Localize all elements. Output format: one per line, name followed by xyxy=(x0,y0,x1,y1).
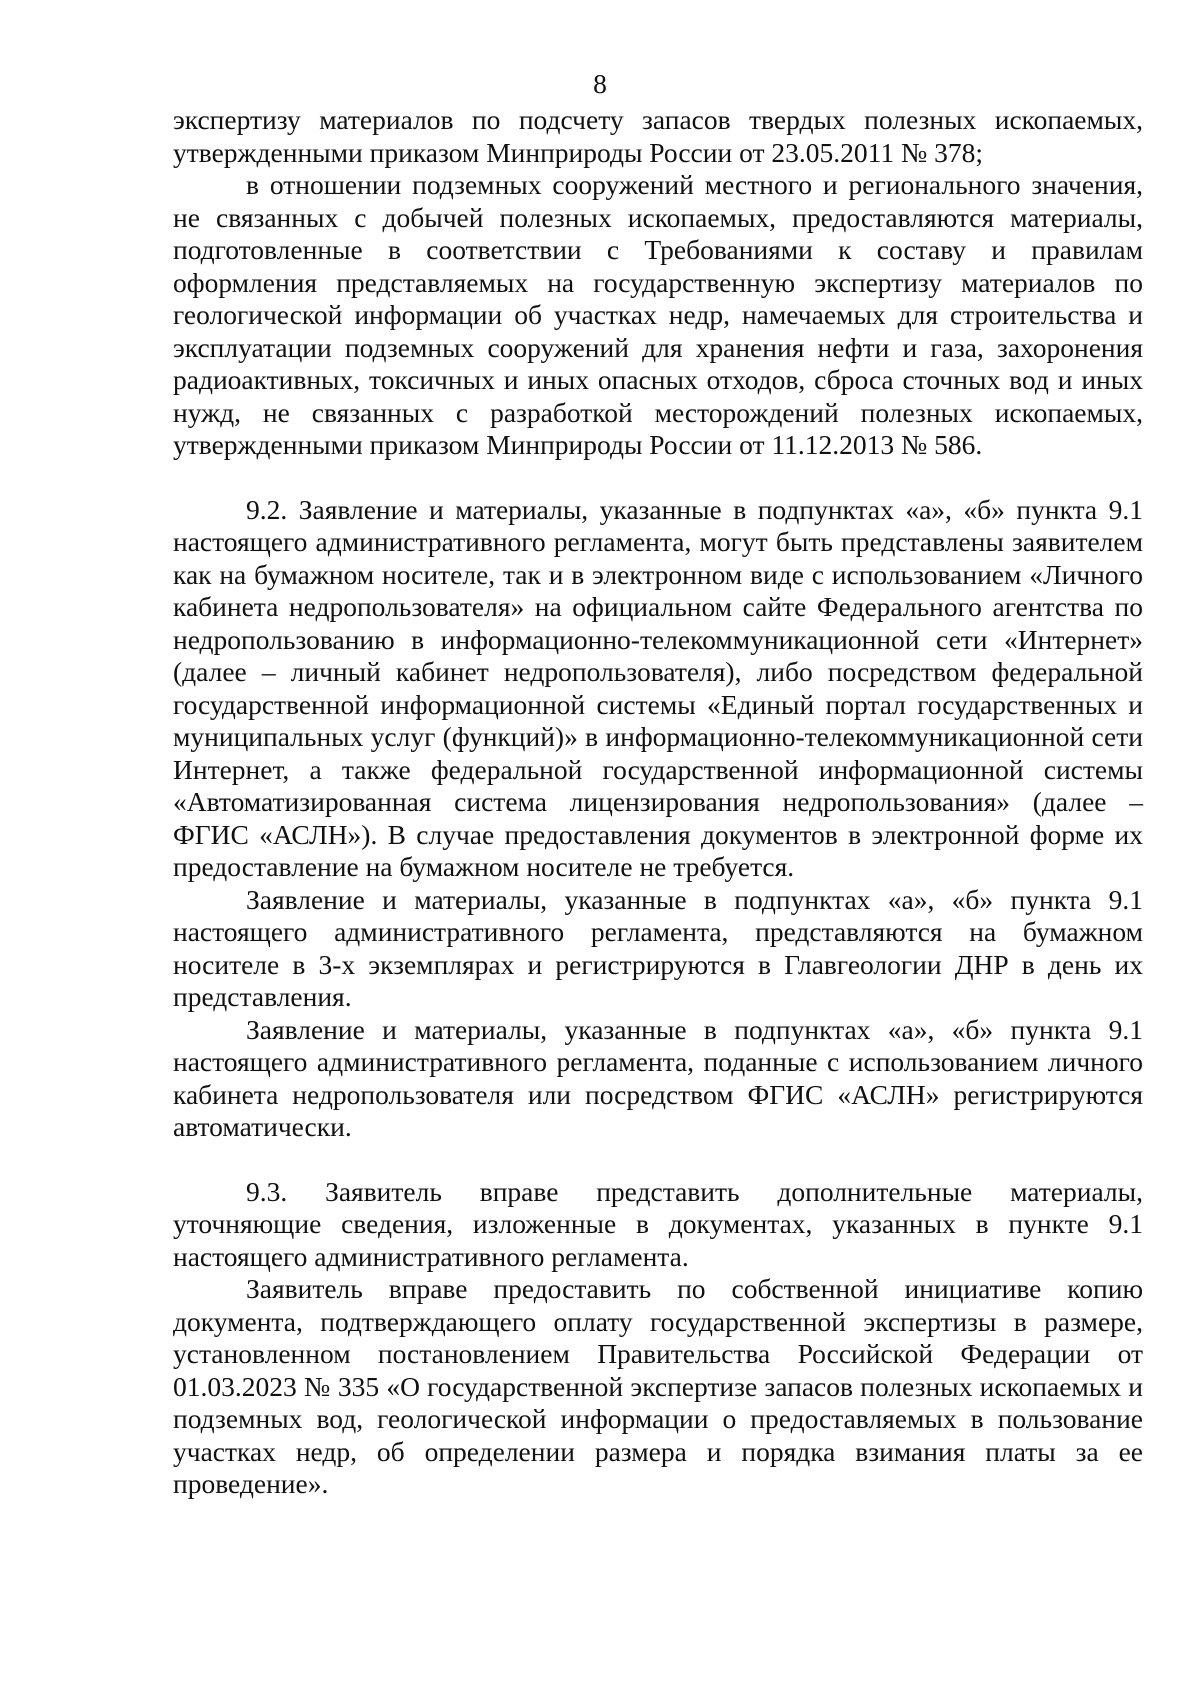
paragraph-9-3: 9.3. Заявитель вправе представить дополнительные материалы, уточняющие сведения, изложенные в документах, указанных в пункте 9.1 настоящего административного регламента. xyxy=(173,1175,1143,1272)
paragraph-continuation: экспертизу материалов по подсчету запасов твердых полезных ископаемых, утвержденными приказом Минприроды России от 23.05.2011 № 378; xyxy=(173,104,1143,168)
paragraph-9-2: 9.2. Заявление и материалы, указанные в подпунктах «а», «б» пункта 9.1 настоящего административного регламента, могут быть представлены заявителем как на бумажном носителе, так и в электронном виде с использованием «Личного кабинета недропользователя» на официальном сайте Федерального агентства по недропользованию в информационно-телекоммуникационной сети «Интернет» (далее – личный кабинет недропользователя), либо посредством федеральной государственной информационной системы «Единый портал государственных и муниципальных услуг (функций)» в информационно-телекоммуникационной сети Интернет, а также федеральной государственной информационной системы «Автоматизированная система лицензирования недропользования» (далее – ФГИС «АСЛН»). В случае предоставления документов в электронной форме их предоставление на бумажном носителе не требуется. xyxy=(173,493,1143,882)
paragraph-electronic-registration: Заявление и материалы, указанные в подпунктах «а», «б» пункта 9.1 настоящего административного регламента, поданные с использованием личного кабинета недропользователя или посредством ФГИС «АСЛН» регистрируются автоматически. xyxy=(173,1013,1143,1142)
page-number: 8 xyxy=(593,68,607,99)
paragraph-payment-copy: Заявитель вправе предоставить по собственной инициативе копию документа, подтверждающего оплату государственной экспертизы в размере, установленном постановлением Правительства Российской Федерации от 01.03.2023 № 335 «О государственной экспертизе запасов полезных ископаемых и подземных вод, геологической информации о предоставляемых в пользование участках недр, об определении размера и порядка взимания платы за ее проведение». xyxy=(173,1273,1143,1499)
paragraph-paper-submission: Заявление и материалы, указанные в подпунктах «а», «б» пункта 9.1 настоящего административного регламента, представляются на бумажном носителе в 3-х экземплярах и регистрируются в Главгеологии ДНР в день их представления. xyxy=(173,883,1143,1012)
paragraph-underground-structures: в отношении подземных сооружений местного и регионального значения, не связанных с добычей полезных ископаемых, предоставляются материалы, подготовленные в соответствии с Требованиями к составу и правилам оформления представляемых на государственную экспертизу материалов по геологической информации об участках недр, намечаемых для строительства и эксплуатации подземных сооружений для хранения нефти и газа, захоронения радиоактивных, токсичных и иных опасных отходов, сброса сточных вод и иных нужд, не связанных с разработкой месторождений полезных ископаемых, утвержденными приказом Минприроды России от 11.12.2013 № 586. xyxy=(173,169,1143,460)
document-body xyxy=(173,104,1143,1501)
